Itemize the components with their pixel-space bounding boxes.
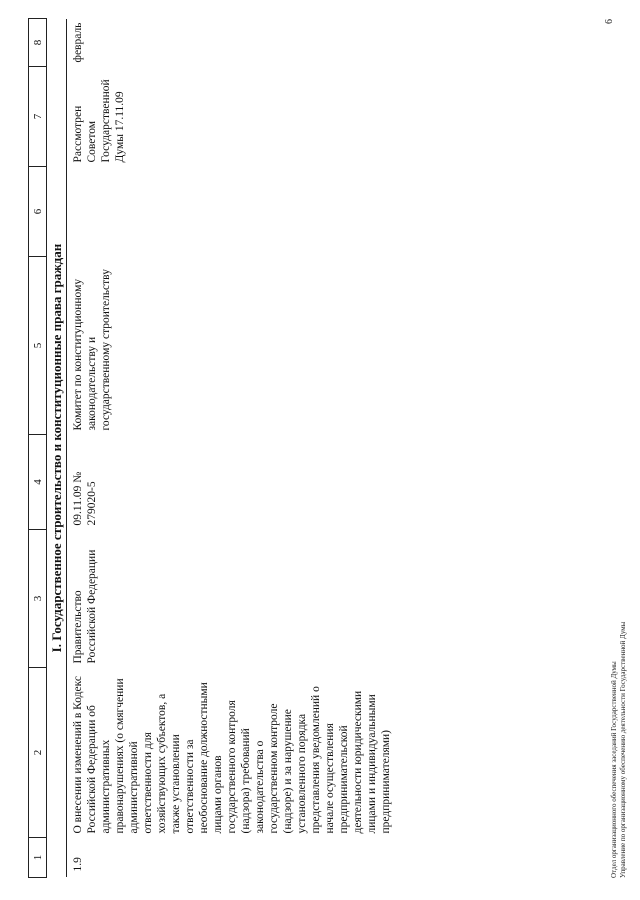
column-number: 6 [29, 167, 47, 257]
section-title: I. Государственное строительство и конституционные права граждан [47, 19, 67, 878]
bill-status: Рассмотрен Советом Государственной Думы 17.11.09 [72, 79, 126, 163]
page-number: 6 [604, 19, 615, 24]
column-number: 7 [29, 67, 47, 167]
planned-month: февраль [72, 22, 84, 63]
column-number: 4 [29, 435, 47, 530]
column-number: 8 [29, 19, 47, 67]
footer-line-1: Отдел организационного обеспечения заседаний Государственной Думы [610, 661, 618, 878]
column-number-row [29, 19, 47, 878]
column-number: 5 [29, 257, 47, 435]
bill-date-number: 09.11.09 № 279020-5 [72, 471, 98, 526]
bill-title: О внесении изменений в Кодекс Российской Федерации об административных правонарушениях (о смягчении административной ответственности для хозяйствующих субъектов, а также установлении ответственности за необоснование должностными лицами органов государственного контроля (надзора) требований законодательства о государственном контроле (надзоре) и за нарушение установленного порядка представления уведомлений о начале осуществления предпринимательской деятельности юридическими лицами и индивидуальными предпринимателями) [72, 675, 392, 834]
column-6-cell [67, 167, 394, 257]
section-heading-row [47, 19, 67, 878]
column-number: 1 [29, 838, 47, 878]
row-number: 1.9 [72, 857, 84, 872]
footer-line-2: Управление по организационному обеспечению деятельности Государственной Думы [619, 621, 627, 878]
table-row [67, 19, 394, 878]
column-number: 2 [29, 668, 47, 838]
responsible-committee: Комитет по конституционному законодательству и государственному строительству [72, 269, 112, 431]
column-number: 3 [29, 530, 47, 668]
bills-table [28, 18, 393, 878]
footer-organization [610, 622, 628, 878]
bill-initiator: Правительство Российской Федерации [72, 549, 98, 664]
